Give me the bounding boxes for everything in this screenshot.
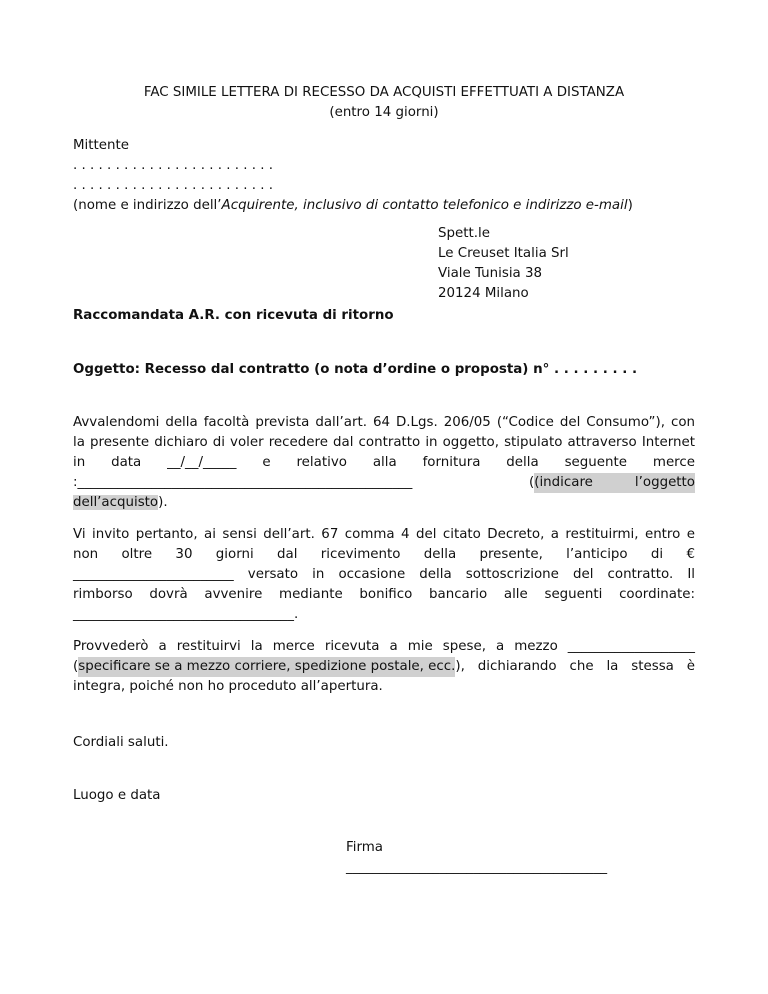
para3-line-1: Provvederò a restituirvi la merce ricevuta a mie spese, a mezzo ___________________	[73, 639, 695, 654]
para3-line-2-rest: ), dichiarando che la stessa è	[455, 659, 695, 674]
para1-blank-line: :__________________________________________________	[73, 475, 413, 490]
place-date-label: Luogo e data	[73, 788, 161, 803]
title-line-1: FAC SIMILE LETTERA DI RECESSO DA ACQUISTI EFFETTUATI A DISTANZA	[143, 85, 625, 100]
para1-line-2: la presente dichiaro di voler recedere dal contratto in oggetto, stipulato attraverso Internet	[73, 435, 695, 450]
paragraph-withdrawal	[73, 413, 695, 513]
recipient-line-1: Spett.le	[438, 226, 490, 241]
para3-line-3: integra, poiché non ho proceduto all’apertura.	[73, 679, 383, 694]
recipient-line-2: Le Creuset Italia Srl	[438, 246, 569, 261]
para2-line-2: non oltre 30 giorni dal ricevimento della presente, l’anticipo di €	[73, 547, 695, 562]
document-title	[73, 83, 695, 123]
para2-line-3: ________________________ versato in occasione della sottoscrizione del contratto. Il	[73, 567, 695, 582]
para2-line-4: rimborso dovrà avvenire mediante bonifico bancario alle seguenti coordinate:	[73, 587, 695, 602]
registered-mail-line: Raccomandata A.R. con ricevuta di ritorno	[73, 308, 394, 323]
recipient-block	[438, 224, 698, 304]
para1-indicate-note: ( (indicare l’oggetto	[529, 473, 695, 493]
sender-dots-2: . . . . . . . . . . . . . . . . . . . . . . . .	[73, 178, 274, 193]
para1-line-5	[73, 493, 695, 513]
sender-block	[73, 136, 713, 216]
para3-shipping-note: specificare se a mezzo corriere, spedizione postale, ecc.	[78, 657, 455, 677]
paragraph-refund	[73, 525, 695, 625]
signature-label: Firma	[346, 840, 383, 855]
signature-line: _______________________________________	[346, 860, 608, 875]
sender-note-italic: Acquirente, inclusivo di contatto telefonico e indirizzo e-mail	[221, 198, 628, 213]
sender-note	[73, 196, 713, 216]
para1-line-3: in data __/__/_____ e relativo alla fornitura della seguente merce	[73, 455, 695, 470]
recipient-line-4: 20124 Milano	[438, 286, 529, 301]
closing-greeting: Cordiali saluti.	[73, 735, 169, 750]
sender-dots-1: . . . . . . . . . . . . . . . . . . . . . . . .	[73, 158, 274, 173]
para1-line-1: Avvalendomi della facoltà prevista dall’art. 64 D.Lgs. 206/05 (“Codice del Consumo”), con	[73, 415, 695, 430]
para3-open-paren: (	[73, 659, 79, 674]
title-line-2: (entro 14 giorni)	[329, 105, 439, 120]
para1-line-5-end: ).	[158, 495, 168, 510]
recipient-line-3: Viale Tunisia 38	[438, 266, 543, 281]
para1-purchase-text: dell’acquisto	[73, 495, 159, 510]
subject-line: Oggetto: Recesso dal contratto (o nota d’ordine o proposta) n° . . . . . . . . .	[73, 362, 638, 377]
sender-note-suffix: )	[627, 198, 633, 213]
para1-indicate-text: (indicare l’oggetto	[534, 473, 695, 493]
para2-line-5: _________________________________.	[73, 607, 299, 622]
para1-line-4	[73, 473, 695, 493]
sender-label: Mittente	[73, 138, 129, 153]
para3-line-2	[73, 657, 695, 677]
paragraph-return	[73, 637, 695, 697]
signature-block	[346, 838, 686, 878]
para2-line-1: Vi invito pertanto, ai sensi dell’art. 67 comma 4 del citato Decreto, a restituirmi, entro e	[73, 527, 695, 542]
sender-note-prefix: (nome e indirizzo dell’	[73, 198, 222, 213]
